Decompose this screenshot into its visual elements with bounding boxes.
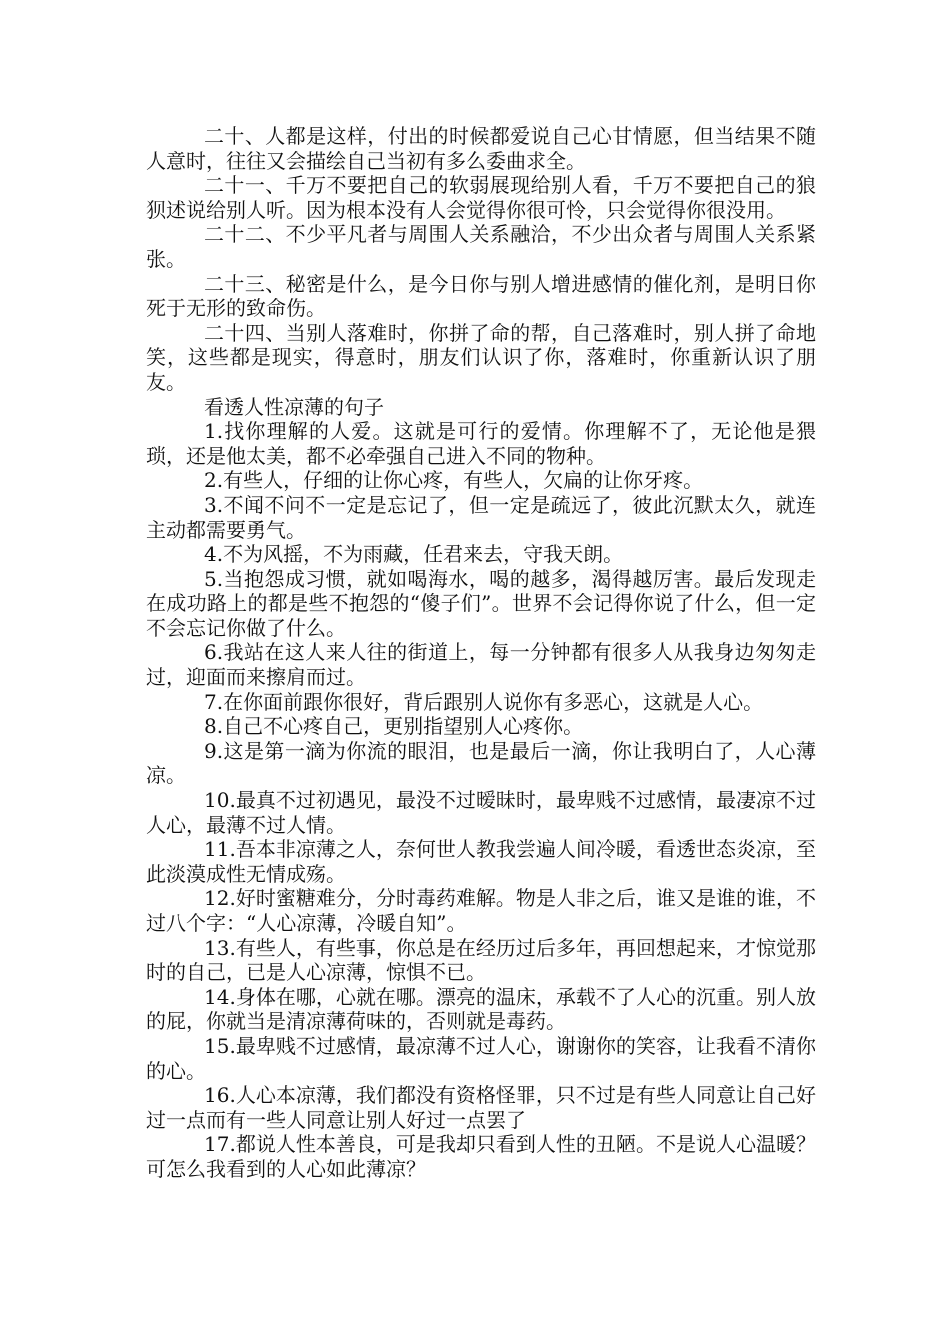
list-item: 6.我站在这人来人往的街道上，每一分钟都有很多人从我身边匆匆走过，迎面而来擦肩而过。 bbox=[146, 640, 816, 690]
list-item: 16.人心本凉薄，我们都没有资格怪罪，只不过是有些人同意让自己好过一点而有一些人同意让别人好过一点罢了 bbox=[146, 1083, 816, 1132]
list-item: 4.不为风摇，不为雨藏，任君来去，守我天朗。 bbox=[204, 542, 624, 567]
list-item: 5.当抱怨成习惯，就如喝海水，喝的越多，渴得越厉害。最后发现走在成功路上的都是些不抱怨的“傻子们”。世界不会记得你说了什么，但一定不会忘记你做了什么。 bbox=[146, 566, 816, 640]
paragraph-21: 二十一、千万不要把自己的软弱展现给别人看，千万不要把自己的狼狈述说给别人听。因为根本没有人会觉得你很可怜，只会觉得你很没用。 bbox=[146, 173, 816, 222]
list-item: 14.身体在哪，心就在哪。漂亮的温床，承载不了人心的沉重。别人放的屁，你就当是清凉薄荷味的，否则就是毒药。 bbox=[146, 984, 816, 1034]
paragraph-20: 二十、人都是这样，付出的时候都爱说自己心甘情愿，但当结果不随人意时，往往又会描绘自己当初有多么委曲求全。 bbox=[146, 124, 816, 173]
list-item: 3.不闻不问不一定是忘记了，但一定是疏远了，彼此沉默太久，就连主动都需要勇气。 bbox=[146, 492, 816, 542]
list-item: 17.都说人性本善良，可是我却只看到人性的丑陋。不是说人心温暖？可怎么我看到的人心如此薄凉？ bbox=[146, 1132, 816, 1181]
paragraph-23: 二十三、秘密是什么，是今日你与别人增进感情的催化剂，是明日你死于无形的致命伤。 bbox=[146, 271, 816, 321]
list-item: 10.最真不过初遇见，最没不过暧昧时，最卑贱不过感情，最凄凉不过人心，最薄不过人情。 bbox=[146, 788, 816, 837]
list-item: 1.找你理解的人爱。这就是可行的爱情。你理解不了，无论他是猥琐，还是他太美，都不必牵强自己进入不同的物种。 bbox=[146, 419, 816, 468]
section-title: 看透人性凉薄的句子 bbox=[204, 394, 384, 419]
list-item: 15.最卑贱不过感情，最凉薄不过人心，谢谢你的笑容，让我看不清你的心。 bbox=[146, 1033, 816, 1083]
document-page bbox=[146, 124, 816, 1182]
list-item: 11.吾本非凉薄之人，奈何世人教我尝遍人间冷暖，看透世态炎凉，至此淡漠成性无情成殇。 bbox=[146, 837, 816, 886]
list-item: 2.有些人，仔细的让你心疼，有些人，欠扁的让你牙疼。 bbox=[204, 468, 704, 493]
paragraph-22: 二十二、不少平凡者与周围人关系融洽，不少出众者与周围人关系紧张。 bbox=[146, 222, 816, 271]
list-item: 8.自己不心疼自己，更别指望别人心疼你。 bbox=[204, 714, 584, 739]
list-item: 7.在你面前跟你很好，背后跟别人说你有多恶心，这就是人心。 bbox=[204, 689, 764, 714]
list-item: 12.好时蜜糖难分，分时毒药难解。物是人非之后，谁又是谁的谁，不过八个字：“人心凉薄，冷暖自知”。 bbox=[146, 886, 816, 935]
paragraph-24: 二十四、当别人落难时，你拼了命的帮，自己落难时，别人拼了命地笑，这些都是现实，得意时，朋友们认识了你，落难时，你重新认识了朋友。 bbox=[146, 320, 816, 394]
list-item: 9.这是第一滴为你流的眼泪，也是最后一滴，你让我明白了，人心薄凉。 bbox=[146, 738, 816, 788]
list-item: 13.有些人，有些事，你总是在经历过后多年，再回想起来，才惊觉那时的自己，已是人心凉薄，惊惧不已。 bbox=[146, 935, 816, 985]
